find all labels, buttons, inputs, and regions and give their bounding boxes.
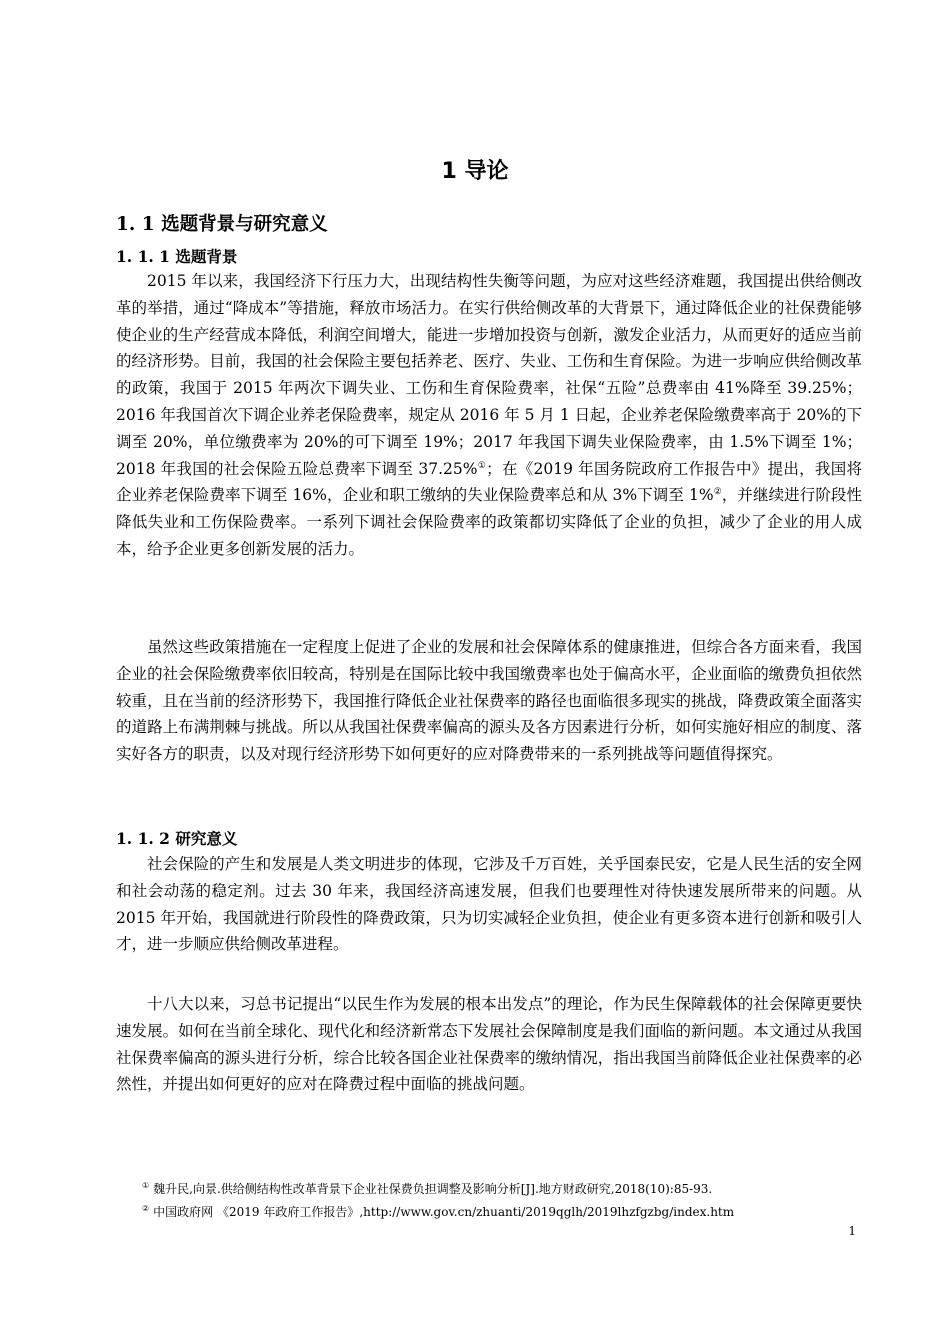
paragraph-text: ；在《2019 年国务院政府工作报告中》提出，我国将企业养老保险费率下调至 16%，企业和职工缴纳的失业保险费率总和从 3%下调至 1% <box>116 459 862 505</box>
footnote-text: 魏升民,向景.供给侧结构性改革背景下企业社保费负担调整及影响分析[J].地方财政研究,2018(10):85-93. <box>153 1182 713 1196</box>
paragraph-text: ，并继续进行阶段性降低失业和工伤保险费率。一系列下调社会保险费率的政策都切实降低了企业的负担，减少了企业的用人成本，给予企业更多创新发展的活力。 <box>116 486 862 558</box>
section-title: 1. 1 选题背景与研究意义 <box>116 214 328 235</box>
chapter-title: 1 导论 <box>441 159 509 184</box>
footnote-ref-1: ① <box>477 460 487 471</box>
subsection-title-background: 1. 1. 1 选题背景 <box>116 247 238 266</box>
footnote-ref-2: ② <box>713 487 722 498</box>
footnote-mark: ② <box>142 1204 150 1213</box>
paragraph-background-1 <box>116 268 862 563</box>
paragraph-text: 2015 年以来，我国经济下行压力大，出现结构性失衡等问题，为应对这些经济难题，我国提出供给侧改革的举措，通过“降成本”等措施，释放市场活力。在实行供给侧改革的大背景下，通过降低企业的社保费能够使企业的生产经营成本降低，利润空间增大，能进一步增加投资与创新，激发企业活力，从而更好的适应当前的经济形势。目前，我国的社会保险主要包括养老、医疗、失业、工伤和生育保险。为进一步响应供给侧改革的政策，我国于 2015 年两次下调失业、工伤和生育保险费率，社保“五险”总费率由 41%降至 39.25%；2016 年我国首次下调企业养老保险费率，规定从 2016 年 5 月 1 日起，企业养老保险缴费率高于 20%的下调至 20%，单位缴费率为 20%的可下调至 19%；2017 年我国下调失业保险费率，由 1.5%下调至 1%；2018 年我国的社会保险五险总费率下调至 37.25% <box>116 272 862 478</box>
page-number: 1 <box>848 1224 856 1238</box>
subsection-title-significance: 1. 1. 2 研究意义 <box>116 829 238 848</box>
paragraph-background-2: 虽然这些政策措施在一定程度上促进了企业的发展和社会保障体系的健康推进，但综合各方面来看，我国企业的社会保险缴费率依旧较高，特别是在国际比较中我国缴费率也处于偏高水平，企业面临的缴费负担依然较重，且在当前的经济形势下，我国推行降低企业社保费率的路径也面临很多现实的挑战，降费政策全面落实的道路上布满荆棘与挑战。所以从我国社保费率偏高的源头及各方因素进行分析，如何实施好相应的制度、落实好各方的职责，以及对现行经济形势下如何更好的应对降费带来的一系列挑战等问题值得探究。 <box>116 638 862 764</box>
footnote-text: 中国政府网 《2019 年政府工作报告》,http://www.gov.cn/zhuanti/2019qglh/2019lhzfgzbg/index.htm <box>153 1205 735 1219</box>
footnote-mark: ① <box>142 1181 150 1190</box>
footnote-2 <box>142 1203 734 1221</box>
footnote-1 <box>142 1180 712 1198</box>
paragraph-significance-1: 社会保险的产生和发展是人类文明进步的体现，它涉及千万百姓，关乎国泰民安，它是人民生活的安全网和社会动荡的稳定剂。过去 30 年来，我国经济高速发展，但我们也要理性对待快速发展所带来的问题。从 2015 年开始，我国就进行阶段性的降费政策，只为切实减轻企业负担，使企业有更多资本进行创新和吸引人才，进一步顺应供给侧改革进程。 <box>116 855 862 954</box>
paragraph-significance-2: 十八大以来，习总书记提出“以民生作为发展的根本出发点”的理论，作为民生保障载体的社会保障更要快速发展。如何在当前全球化、现代化和经济新常态下发展社会保障制度是我们面临的新问题。本文通过从我国社保费率偏高的源头进行分析，综合比较各国企业社保费率的缴纳情况，指出我国当前降低企业社保费率的必然性，并提出如何更好的应对在降费过程中面临的挑战问题。 <box>116 995 862 1094</box>
